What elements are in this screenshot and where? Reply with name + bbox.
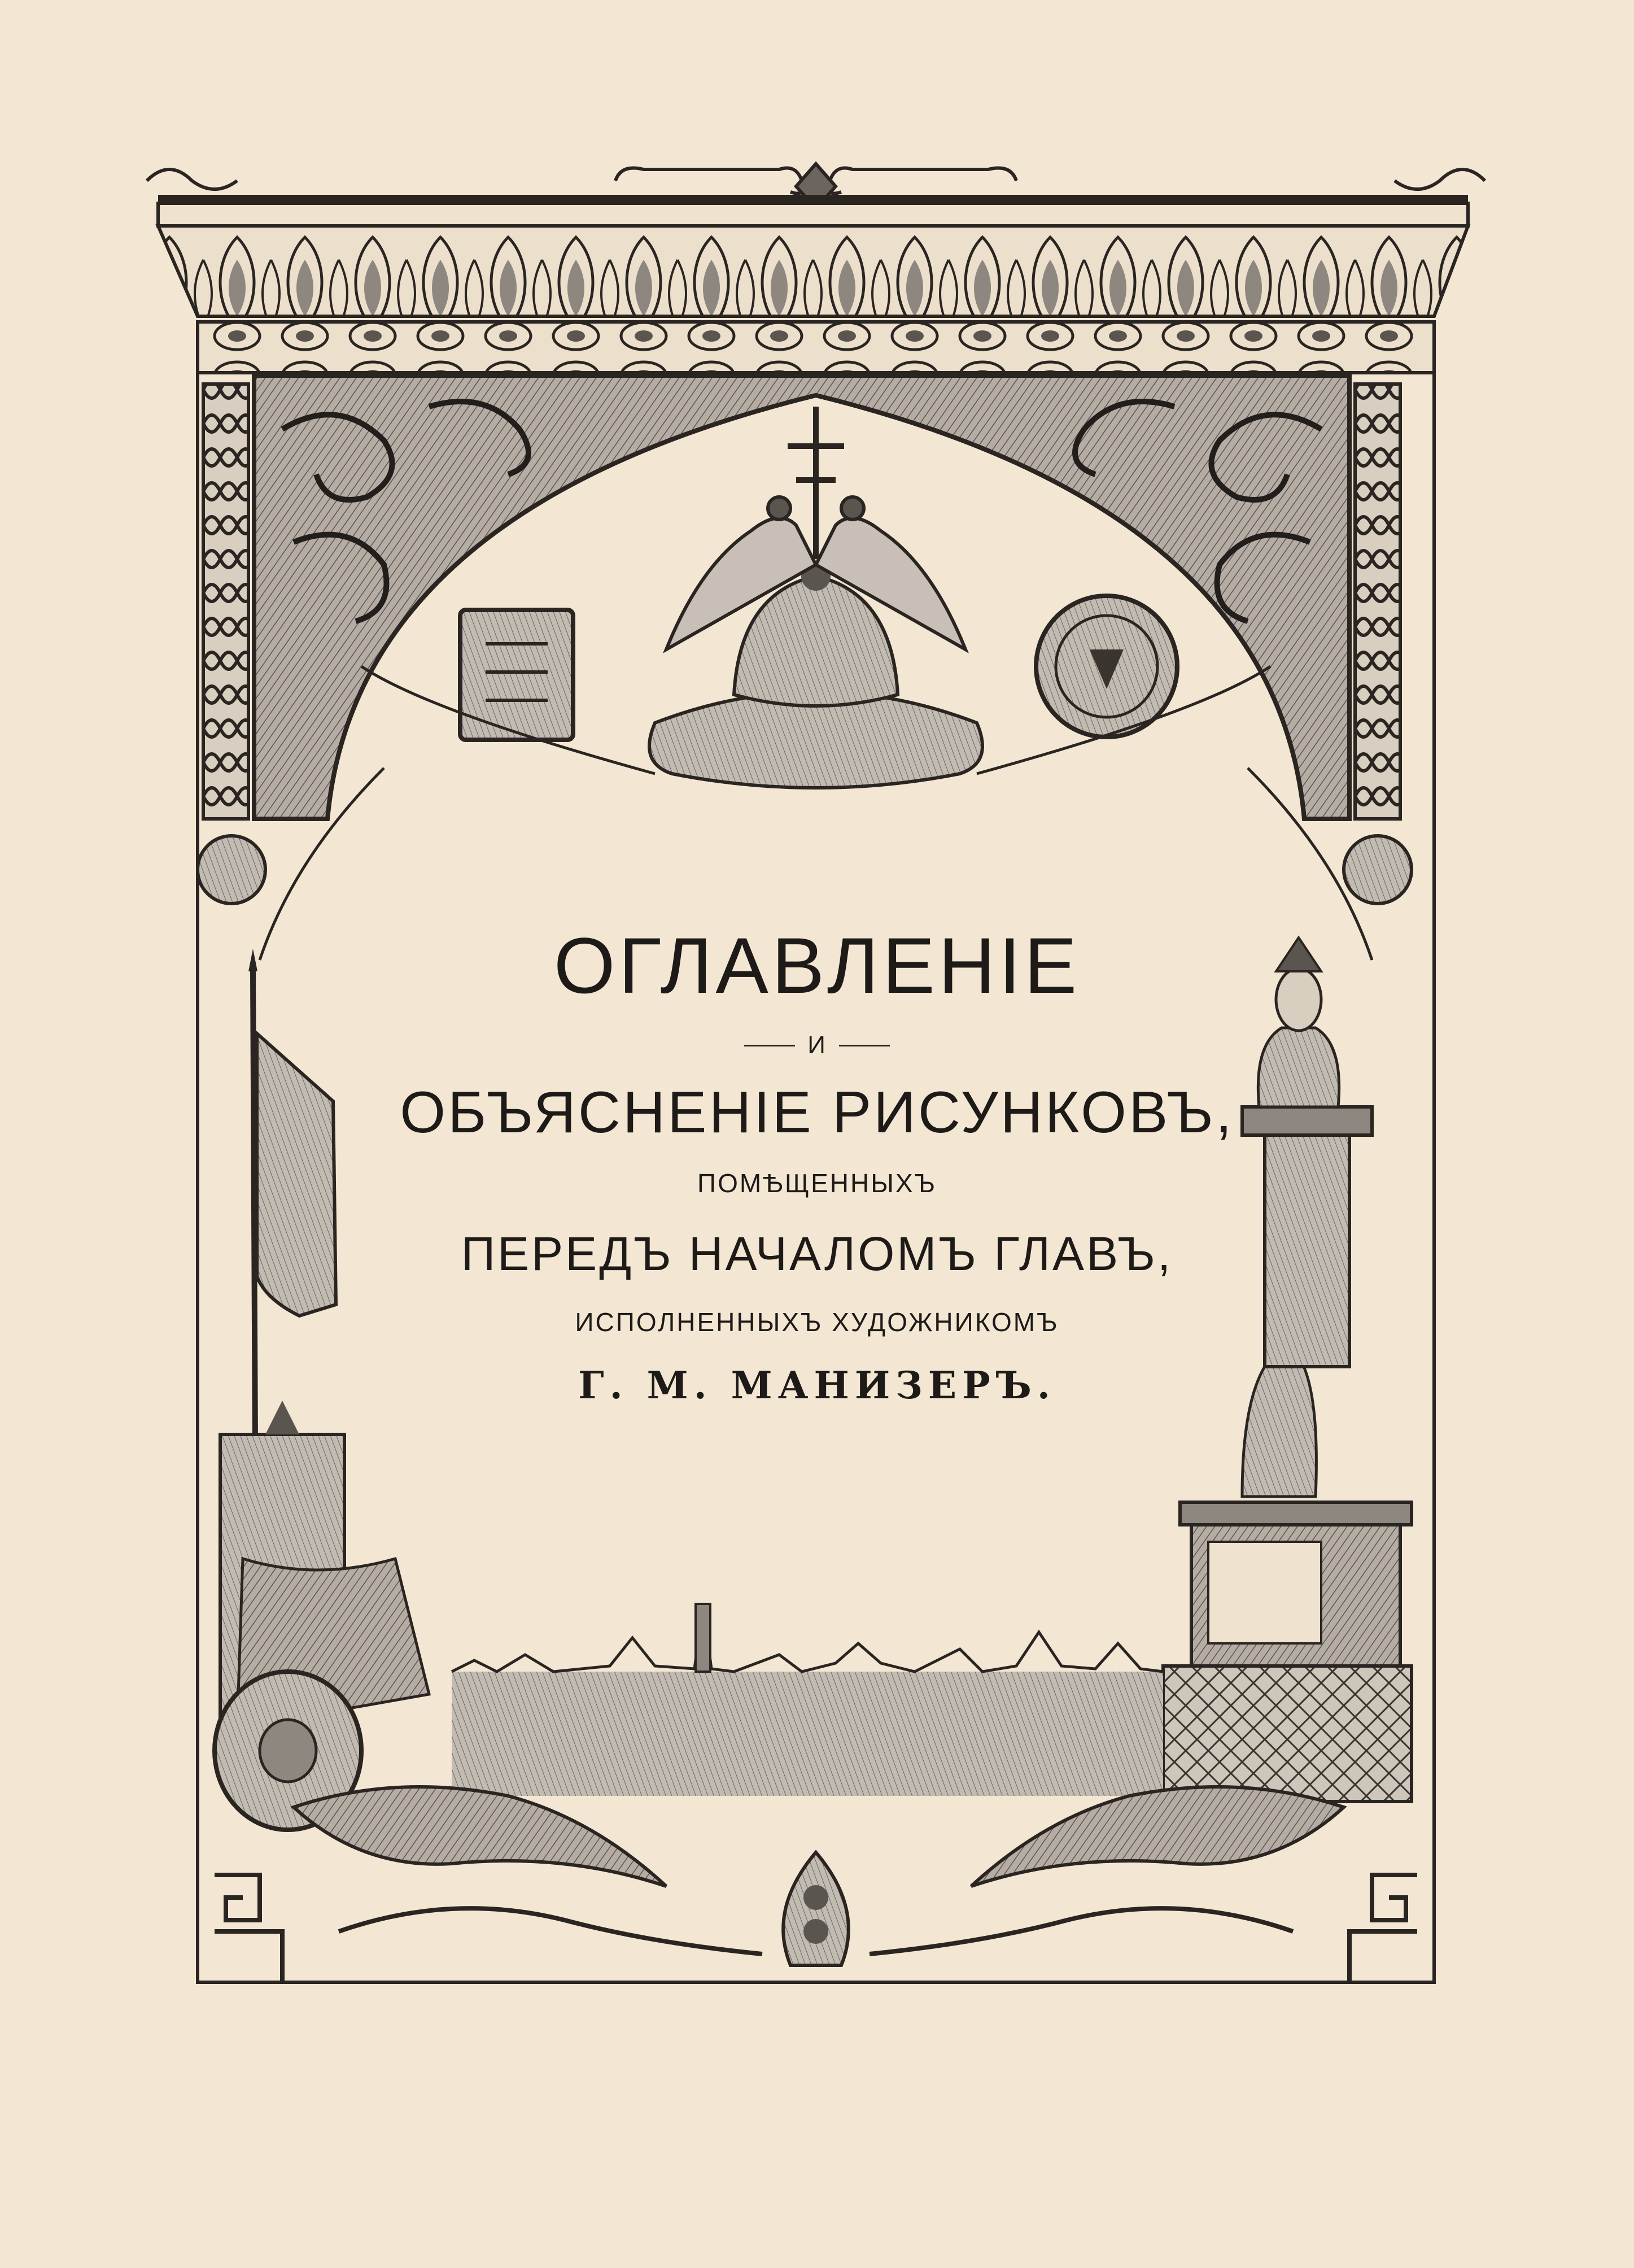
acanthus-scrolls: [294, 1787, 1344, 1965]
cornice-bar: [158, 203, 1468, 226]
cornice-top-line: [158, 195, 1468, 202]
author-name: Г. М. МАНИЗЕРЪ.: [578, 1363, 1056, 1407]
subtitle-line-3: ПЕРЕДЪ НАЧАЛОМЪ ГЛАВЪ,: [461, 1227, 1173, 1280]
throne-with-cloak-icon: [220, 1401, 429, 1728]
rosette-band: [198, 322, 1434, 373]
conjunction: И: [807, 1031, 827, 1059]
right-corner-rosette: [1344, 836, 1412, 904]
right-dash: [839, 1045, 890, 1046]
conjunction-row: [0, 1031, 1634, 1059]
left-corner-rosette: [198, 836, 265, 904]
subtitle-line-1: ОБЪЯСНЕНІЕ РИСУНКОВЪ,: [400, 1080, 1234, 1145]
right-braid-column: [1355, 384, 1400, 819]
city-skyline-icon: [452, 1604, 1163, 1796]
page-title: ОГЛАВЛЕНІЕ: [553, 921, 1081, 1010]
subtitle-line-4: ИСПОЛНЕННЫХЪ ХУДОЖНИКОМЪ: [575, 1307, 1059, 1337]
seal-medallion-icon: [1036, 596, 1177, 737]
left-braid-column: [203, 384, 248, 819]
subtitle-line-2: ПОМѢЩЕННЫХЪ: [697, 1168, 937, 1198]
left-dash: [744, 1045, 795, 1046]
